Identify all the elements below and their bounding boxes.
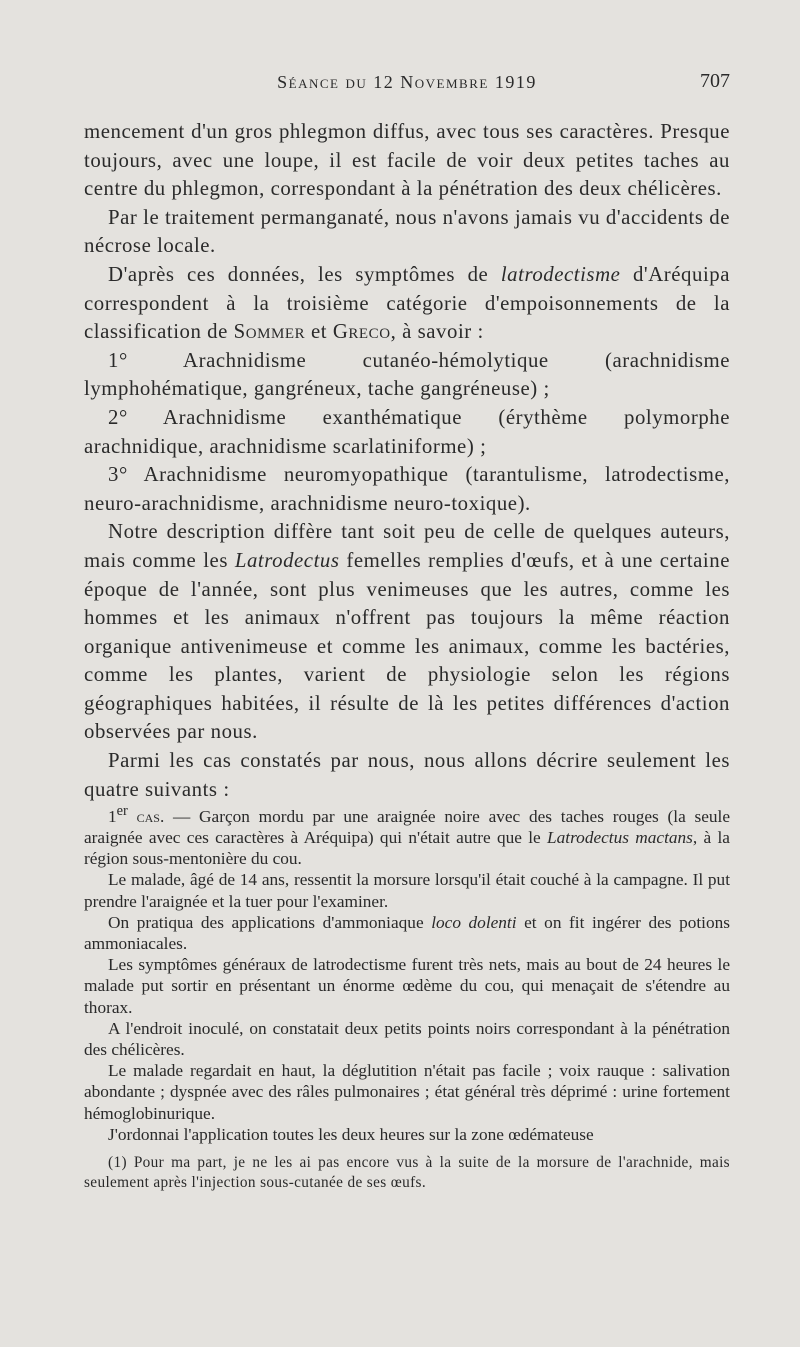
case-paragraph (84, 801, 730, 869)
text-run: , à savoir : (390, 320, 484, 344)
paragraph: Parmi les cas constatés par nous, nous allons décrire seulement les quatre suivants : (84, 749, 730, 801)
case-paragraph: Les symptômes généraux de latrodectisme furent très nets, mais au bout de 24 heures le malade put sortir en présentant un énorme œdème du cou, qui menaçait de s'étendre au thorax. (84, 955, 730, 1017)
paragraph: Par le traitement permanganaté, nous n'avons jamais vu d'accidents de nécrose locale. (84, 205, 730, 258)
footnote-text: (1) Pour ma part, je ne les ai pas encore vus à la suite de la morsure de l'arachnide, mais seulement après l'injection sous-cutanée de ses œufs. (84, 1154, 730, 1191)
text-run: d'Aréquipa correspondent à la troisième catégorie d'empoisonnements de la classification de (84, 262, 730, 344)
italic-term: Latrodectus (234, 548, 340, 572)
italic-term: latrodectisme (500, 262, 621, 286)
text-run: et (305, 320, 333, 344)
paragraph (84, 261, 730, 347)
case-paragraph (84, 912, 730, 954)
main-text (84, 118, 730, 804)
text-run: On pratiqua des applications d'ammoniaque (108, 912, 432, 932)
italic-term: Latrodectus mactans (547, 827, 693, 847)
text-run: D'après ces données, les symptômes de (108, 262, 501, 286)
text-run: femelles remplies d'œufs, et à une certaine époque de l'année, sont plus venimeuses que les autres, comme les hommes et les animaux n'offrent pas toujours la même réaction organique antivenimeuse et comme les animaux, comme les bactéries, comme les plantes, varient de physiologie selon les régions géographiques habitées, il résulte de là les petites différences d'action observées par nous. (84, 548, 730, 744)
author-name: Sommer (233, 320, 306, 344)
text-run: — Garçon mordu par une araignée noire avec des taches rouges (la seule araignée avec ces caractères à Aréquipa) qui n'était autre que le (84, 806, 731, 847)
text-run: et on fit ingérer des potions ammoniacales. (84, 912, 730, 953)
case-paragraph: Le malade regardait en haut, la déglutition n'était pas facile ; voix rauque : salivation abondante ; dyspnée avec des râles pulmonaires ; état général très déprimé : urine fortement hémoglobinurique. (84, 1061, 730, 1123)
case-number: 1 (108, 806, 117, 826)
case-paragraph: A l'endroit inoculé, on constatait deux petits points noirs correspondant à la pénétration des chélicères. (84, 1018, 730, 1059)
paragraph: mencement d'un gros phlegmon diffus, avec tous ses caractères. Presque toujours, avec une loupe, il est facile de voir deux petites taches au centre du phlegmon, correspondant à la pénétration des deux chélicères. (84, 120, 730, 201)
author-name: Greco (332, 320, 391, 344)
running-head (84, 72, 730, 102)
list-item: 2° Arachnidisme exanthématique (érythème polymorphe arachnidique, arachnidisme scarlatiniforme) ; (84, 405, 730, 458)
italic-term: loco dolenti (431, 912, 517, 932)
list-item: 1° Arachnidisme cutanéo-hémolytique (arachnidisme lymphohématique, gangréneux, tache gangréneuse) ; (84, 348, 730, 401)
text-run: Notre description diffère tant soit peu de celle de quelques auteurs, mais comme les (84, 520, 730, 572)
footnote (84, 1153, 730, 1192)
list-item: 3° Arachnidisme neuromyopathique (tarantulisme, latrodectisme, neuro-arachnidisme, arachnidisme neuro-toxique). (84, 463, 730, 515)
case-label: cas. (127, 806, 165, 826)
page-title: Séance du 12 Novembre 1919 (277, 72, 537, 92)
case-paragraph: Le malade, âgé de 14 ans, ressentit la morsure lorsqu'il était couché à la campagne. Il put prendre l'araignée et la tuer pour l'examiner. (84, 870, 730, 911)
text-run: , à la région sous-mentonière du cou. (84, 827, 730, 869)
paragraph (84, 518, 730, 747)
ordinal-suffix: er (116, 803, 128, 819)
case-report (84, 801, 730, 1145)
case-paragraph: J'ordonnai l'application toutes les deux heures sur la zone œdémateuse (108, 1124, 594, 1144)
page-number: 707 (700, 70, 730, 92)
